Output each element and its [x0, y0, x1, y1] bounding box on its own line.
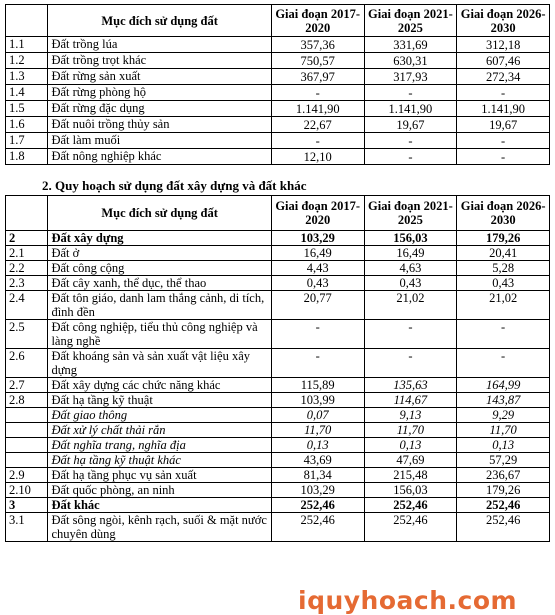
- row-purpose: Đất giao thông: [48, 408, 271, 423]
- table1-row: [6, 149, 550, 165]
- value-2021-2025: 4,63: [364, 261, 457, 276]
- value-2017-2020: 22,67: [271, 117, 364, 133]
- value-2017-2020: 252,46: [271, 498, 364, 513]
- table1-header-purpose: Mục đích sử dụng đất: [48, 5, 271, 37]
- table2-header-purpose: Mục đích sử dụng đất: [48, 196, 271, 231]
- row-id: 3: [6, 498, 48, 513]
- table2-header-period-2026-2030: Giai đoạn 2026-2030: [457, 196, 550, 231]
- row-purpose: Đất ở: [48, 246, 271, 261]
- value-2017-2020: 252,46: [271, 513, 364, 542]
- table2-row: [6, 378, 550, 393]
- value-2021-2025: 252,46: [364, 498, 457, 513]
- table2-row: [6, 261, 550, 276]
- value-2017-2020: 103,99: [271, 393, 364, 408]
- value-2021-2025: 11,70: [364, 423, 457, 438]
- value-2017-2020: -: [271, 320, 364, 349]
- row-id: 2: [6, 231, 48, 246]
- value-2017-2020: -: [271, 85, 364, 101]
- row-id: [6, 423, 48, 438]
- table2-header-period-2021-2025: Giai đoạn 2021-2025: [364, 196, 457, 231]
- value-2026-2030: 312,18: [457, 37, 550, 53]
- value-2017-2020: 4,43: [271, 261, 364, 276]
- value-2026-2030: -: [457, 133, 550, 149]
- value-2017-2020: 103,29: [271, 483, 364, 498]
- table2-row: [6, 320, 550, 349]
- value-2017-2020: 750,57: [271, 53, 364, 69]
- row-id: 2.4: [6, 291, 48, 320]
- table2-row: [6, 276, 550, 291]
- value-2017-2020: 81,34: [271, 468, 364, 483]
- value-2026-2030: 57,29: [457, 453, 550, 468]
- value-2026-2030: 11,70: [457, 423, 550, 438]
- value-2021-2025: 156,03: [364, 231, 457, 246]
- value-2026-2030: 179,26: [457, 483, 550, 498]
- table2-row: [6, 408, 550, 423]
- value-2021-2025: 252,46: [364, 513, 457, 542]
- row-purpose: Đất khoáng sản và sản xuất vật liệu xây dựng: [48, 349, 271, 378]
- row-id: 1.8: [6, 149, 48, 165]
- table1-header-period-2026-2030: Giai đoạn 2026-2030: [457, 5, 550, 37]
- row-id: 3.1: [6, 513, 48, 542]
- row-id: 2.7: [6, 378, 48, 393]
- row-purpose: Đất tôn giáo, danh lam thắng cảnh, di tích, đình đền: [48, 291, 271, 320]
- row-id: 2.6: [6, 349, 48, 378]
- table2-row: [6, 393, 550, 408]
- table1-header-row: [6, 5, 550, 37]
- table2-row: [6, 291, 550, 320]
- value-2026-2030: 236,67: [457, 468, 550, 483]
- value-2017-2020: 12,10: [271, 149, 364, 165]
- table2-row: [6, 513, 550, 542]
- value-2021-2025: 114,67: [364, 393, 457, 408]
- table2-row: [6, 423, 550, 438]
- value-2026-2030: 607,46: [457, 53, 550, 69]
- table2-row: [6, 483, 550, 498]
- row-id: 1.7: [6, 133, 48, 149]
- value-2017-2020: 367,97: [271, 69, 364, 85]
- row-purpose: Đất trồng lúa: [48, 37, 271, 53]
- value-2026-2030: -: [457, 320, 550, 349]
- value-2026-2030: 272,34: [457, 69, 550, 85]
- row-purpose: Đất rừng đặc dụng: [48, 101, 271, 117]
- row-purpose: Đất xây dựng các chức năng khác: [48, 378, 271, 393]
- value-2017-2020: -: [271, 349, 364, 378]
- value-2026-2030: 5,28: [457, 261, 550, 276]
- row-purpose: Đất hạ tầng kỹ thuật: [48, 393, 271, 408]
- value-2017-2020: 0,13: [271, 438, 364, 453]
- table1-row: [6, 133, 550, 149]
- value-2026-2030: 20,41: [457, 246, 550, 261]
- value-2021-2025: 630,31: [364, 53, 457, 69]
- row-purpose: Đất nuôi trồng thủy sản: [48, 117, 271, 133]
- row-purpose: Đất rừng sản xuất: [48, 69, 271, 85]
- row-purpose: Đất làm muối: [48, 133, 271, 149]
- row-id: 2.1: [6, 246, 48, 261]
- table2-row: [6, 231, 550, 246]
- row-id: 2.8: [6, 393, 48, 408]
- row-id: 1.2: [6, 53, 48, 69]
- row-purpose: Đất khác: [48, 498, 271, 513]
- value-2021-2025: 215,48: [364, 468, 457, 483]
- value-2026-2030: 0,43: [457, 276, 550, 291]
- value-2017-2020: 103,29: [271, 231, 364, 246]
- row-purpose: Đất xử lý chất thải rắn: [48, 423, 271, 438]
- table2-row: [6, 468, 550, 483]
- value-2017-2020: 20,77: [271, 291, 364, 320]
- row-id: 2.10: [6, 483, 48, 498]
- value-2021-2025: 21,02: [364, 291, 457, 320]
- value-2021-2025: 19,67: [364, 117, 457, 133]
- value-2026-2030: -: [457, 349, 550, 378]
- construction-land-table: [5, 195, 550, 542]
- table1-row: [6, 101, 550, 117]
- value-2021-2025: 0,43: [364, 276, 457, 291]
- table1-row: [6, 53, 550, 69]
- row-purpose: Đất hạ tầng phục vụ sản xuất: [48, 468, 271, 483]
- value-2021-2025: -: [364, 85, 457, 101]
- row-id: 1.6: [6, 117, 48, 133]
- value-2021-2025: 9,13: [364, 408, 457, 423]
- value-2021-2025: 47,69: [364, 453, 457, 468]
- value-2026-2030: 252,46: [457, 513, 550, 542]
- table1-header-period-2021-2025: Giai đoạn 2021-2025: [364, 5, 457, 37]
- row-id: 2.5: [6, 320, 48, 349]
- table2-row: [6, 438, 550, 453]
- table1-row: [6, 37, 550, 53]
- row-purpose: Đất nghĩa trang, nghĩa địa: [48, 438, 271, 453]
- table1-row: [6, 117, 550, 133]
- watermark-logo: iquyhoach.com: [298, 586, 518, 615]
- row-purpose: Đất hạ tầng kỹ thuật khác: [48, 453, 271, 468]
- value-2026-2030: 179,26: [457, 231, 550, 246]
- value-2021-2025: 156,03: [364, 483, 457, 498]
- value-2017-2020: 43,69: [271, 453, 364, 468]
- value-2017-2020: 11,70: [271, 423, 364, 438]
- row-purpose: Đất cây xanh, thể dục, thể thao: [48, 276, 271, 291]
- value-2017-2020: 0,07: [271, 408, 364, 423]
- value-2017-2020: 16,49: [271, 246, 364, 261]
- row-id: [6, 408, 48, 423]
- table2-row: [6, 498, 550, 513]
- value-2021-2025: 16,49: [364, 246, 457, 261]
- value-2021-2025: 1.141,90: [364, 101, 457, 117]
- row-id: 1.1: [6, 37, 48, 53]
- table1-header-id: [6, 5, 48, 37]
- value-2026-2030: 143,87: [457, 393, 550, 408]
- value-2017-2020: 115,89: [271, 378, 364, 393]
- row-purpose: Đất sông ngòi, kênh rạch, suối & mặt nước chuyên dùng: [48, 513, 271, 542]
- value-2026-2030: 0,13: [457, 438, 550, 453]
- row-purpose: Đất xây dựng: [48, 231, 271, 246]
- value-2017-2020: 0,43: [271, 276, 364, 291]
- value-2017-2020: -: [271, 133, 364, 149]
- agricultural-land-table: [5, 4, 550, 165]
- row-id: 1.5: [6, 101, 48, 117]
- table2-header-row: [6, 196, 550, 231]
- value-2021-2025: 135,63: [364, 378, 457, 393]
- value-2026-2030: -: [457, 85, 550, 101]
- table2-header-period-2017-2020: Giai đoạn 2017-2020: [271, 196, 364, 231]
- table1-header-period-2017-2020: Giai đoạn 2017-2020: [271, 5, 364, 37]
- row-id: 2.2: [6, 261, 48, 276]
- value-2021-2025: 331,69: [364, 37, 457, 53]
- value-2021-2025: -: [364, 149, 457, 165]
- row-id: 2.3: [6, 276, 48, 291]
- value-2017-2020: 357,36: [271, 37, 364, 53]
- value-2021-2025: -: [364, 133, 457, 149]
- value-2021-2025: -: [364, 320, 457, 349]
- row-purpose: Đất công nghiệp, tiểu thủ công nghiệp và làng nghề: [48, 320, 271, 349]
- value-2026-2030: 21,02: [457, 291, 550, 320]
- table1-row: [6, 85, 550, 101]
- value-2026-2030: 164,99: [457, 378, 550, 393]
- row-id: 1.3: [6, 69, 48, 85]
- row-id: [6, 438, 48, 453]
- value-2026-2030: 252,46: [457, 498, 550, 513]
- section-2-title: 2. Quy hoạch sử dụng đất xây dựng và đất khác: [42, 178, 307, 193]
- row-id: [6, 453, 48, 468]
- value-2021-2025: 317,93: [364, 69, 457, 85]
- value-2021-2025: -: [364, 349, 457, 378]
- table2-row: [6, 349, 550, 378]
- row-id: 1.4: [6, 85, 48, 101]
- row-purpose: Đất quốc phòng, an ninh: [48, 483, 271, 498]
- row-purpose: Đất rừng phòng hộ: [48, 85, 271, 101]
- table2-row: [6, 246, 550, 261]
- value-2026-2030: 19,67: [457, 117, 550, 133]
- value-2026-2030: 1.141,90: [457, 101, 550, 117]
- value-2026-2030: -: [457, 149, 550, 165]
- value-2017-2020: 1.141,90: [271, 101, 364, 117]
- value-2026-2030: 9,29: [457, 408, 550, 423]
- table2-row: [6, 453, 550, 468]
- table2-header-id: [6, 196, 48, 231]
- row-purpose: Đất công cộng: [48, 261, 271, 276]
- row-purpose: Đất nông nghiệp khác: [48, 149, 271, 165]
- table1-row: [6, 69, 550, 85]
- value-2021-2025: 0,13: [364, 438, 457, 453]
- row-id: 2.9: [6, 468, 48, 483]
- row-purpose: Đất trồng trọt khác: [48, 53, 271, 69]
